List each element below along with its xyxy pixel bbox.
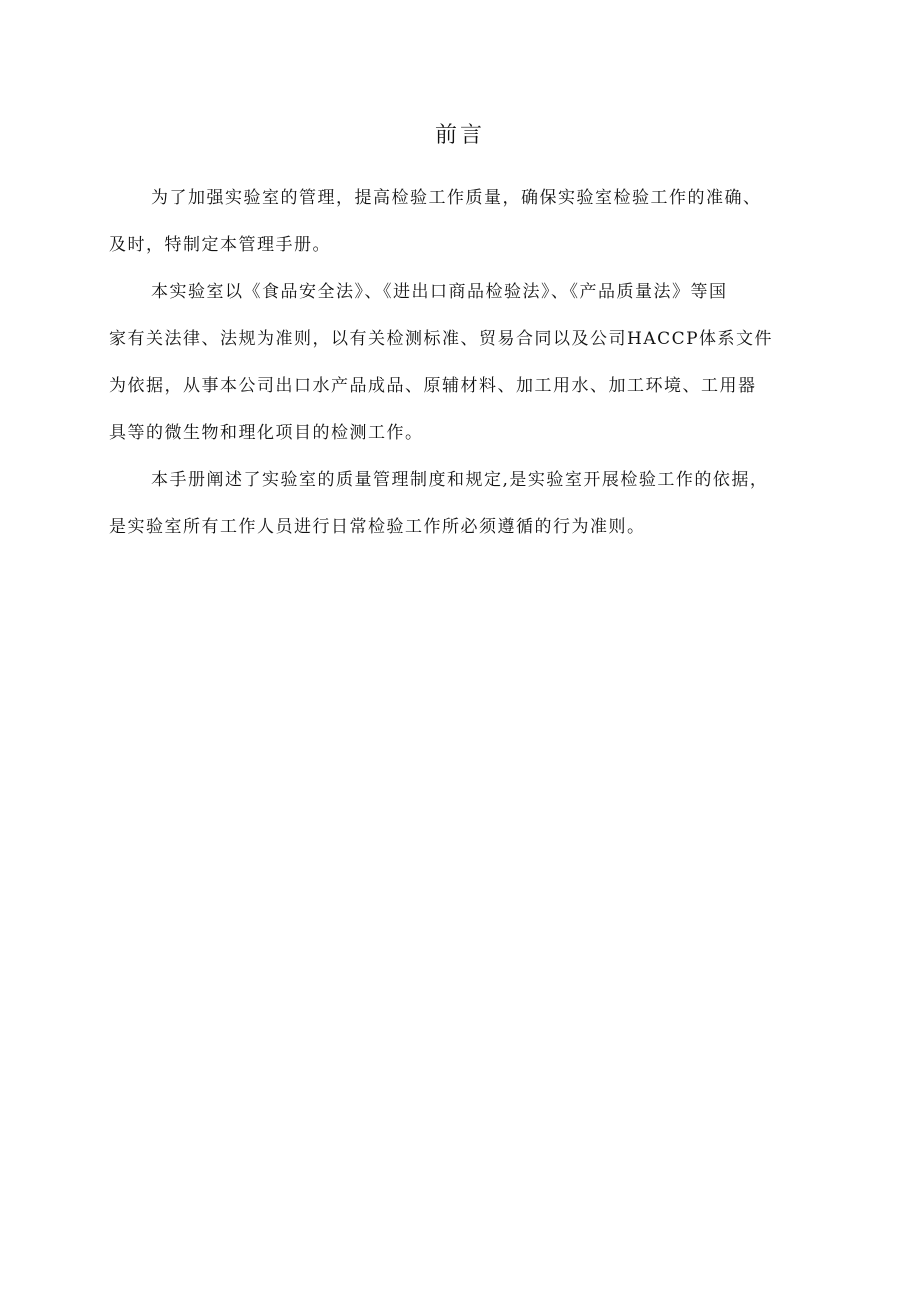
paragraph-line: 为了加强实验室的管理，提高检验工作质量，确保实验室检验工作的准确、: [151, 188, 762, 208]
paragraph-line: 为依据，从事本公司出口水产品成品、原辅材料、加工用水、加工环境、工用器: [109, 376, 757, 396]
paragraph-line: 具等的微生物和理化项目的检测工作。: [109, 423, 424, 443]
document-title: 前言: [434, 123, 485, 148]
document-body: [109, 175, 824, 551]
paragraph-line: 家有关法律、法规为准则，以有关检测标准、贸易合同以及公司HACCP体系文件: [109, 329, 774, 349]
paragraph-2: [109, 269, 824, 457]
paragraph-line: 本实验室以《食品安全法》、《进出口商品检验法》、《产品质量法》等国: [151, 282, 728, 302]
paragraph-line: 本手册阐述了实验室的质量管理制度和规定,是实验室开展检验工作的依据，: [151, 470, 769, 490]
paragraph-1: [109, 175, 824, 269]
paragraph-line: 是实验室所有工作人员进行日常检验工作所必须遵循的行为准则。: [109, 517, 646, 537]
paragraph-3: [109, 457, 824, 551]
paragraph-line: 及时，特制定本管理手册。: [109, 235, 331, 255]
